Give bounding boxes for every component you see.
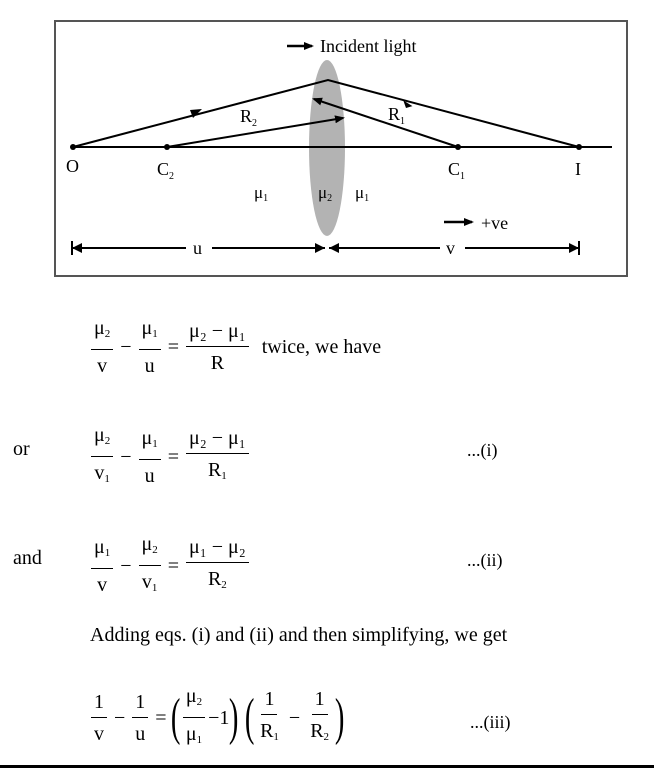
label-mu1-right: μ1 xyxy=(355,183,370,204)
svg-text:v: v xyxy=(446,238,455,258)
equation-iii: $\frac{1}{v}$ − $\frac{1}{u}$ = ( $\frac{\mu_2}{\mu_1}$ −1 ) ( $\frac{1}{R_1}$ − $\frac{1}{R_2}$ ) xyxy=(88,684,344,752)
label-o: O xyxy=(66,156,79,176)
label-r2: $R_2$ xyxy=(240,106,258,129)
svg-text:u: u xyxy=(193,238,202,258)
adding-text: Adding eqs. (i) and (ii) and then simplifying, we get xyxy=(90,624,508,646)
label-r1: $R_1$ xyxy=(388,104,406,127)
eq1-prefix: or xyxy=(13,438,30,460)
lens-diagram xyxy=(0,0,654,290)
eq1-tag: ...(i) xyxy=(467,440,498,460)
label-mu2: μ2 xyxy=(318,183,333,204)
label-c1: $C_1$ xyxy=(448,159,466,182)
equation-note: twice, we have xyxy=(261,335,382,358)
equation-refraction: $\frac{\mu_2}{v}$ − $\frac{\mu_1}{u}$ = $\frac{\text{μ₂ − μ₁}}{R}$ twice, we have xyxy=(88,316,381,378)
point-i xyxy=(576,144,582,150)
eq2-tag: ...(ii) xyxy=(467,550,503,570)
equation-ii: $\frac{\mu_1}{v}$ − $\frac{\mu_2}{v_1}$ = $\frac{\text{μ₁ − μ₂}}{R_2}$ xyxy=(88,532,252,600)
point-o xyxy=(70,144,76,150)
point-c1 xyxy=(455,144,461,150)
equation-i: $\frac{\mu_2}{v_1}$ − $\frac{\mu_1}{u}$ = $\frac{\text{μ₂ − μ₁}}{R_1}$ xyxy=(88,423,252,491)
eq2-prefix: and xyxy=(13,547,42,569)
positive-direction-label: +ve xyxy=(481,213,509,233)
incident-light-label: Incident light xyxy=(320,36,417,56)
label-c2: $C_2$ xyxy=(157,159,175,182)
label-i: I xyxy=(575,159,581,179)
label-mu1-left: μ1 xyxy=(254,183,269,204)
eq3-tag: ...(iii) xyxy=(470,712,511,732)
point-c2 xyxy=(164,144,170,150)
